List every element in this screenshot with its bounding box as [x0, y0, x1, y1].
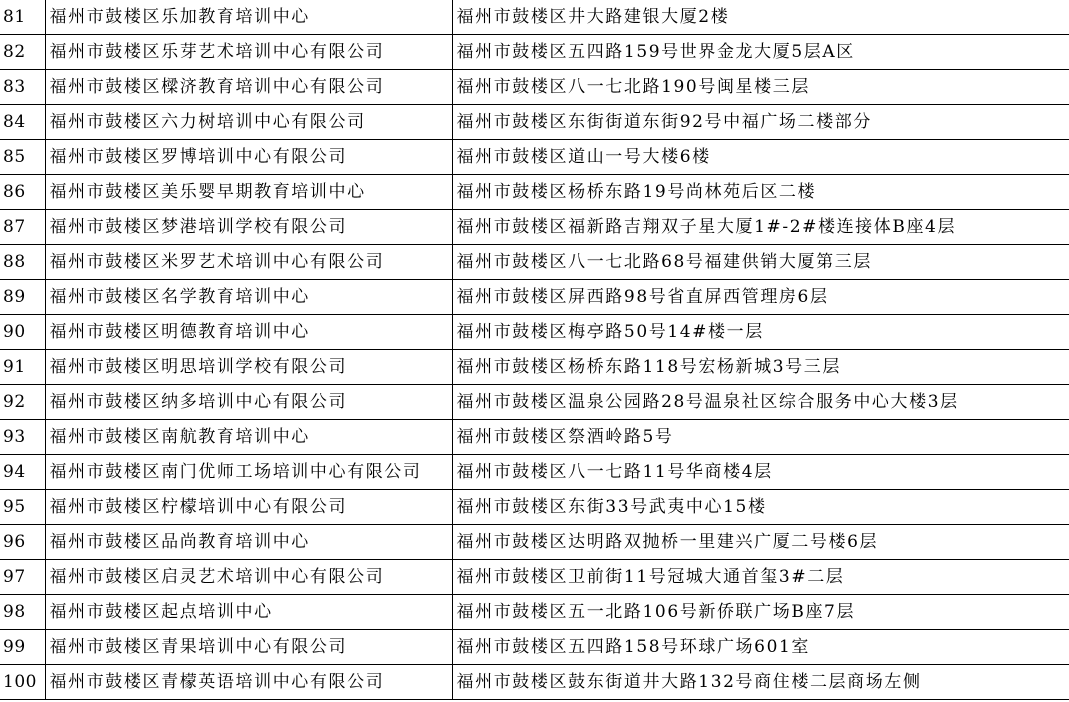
table-row [0, 630, 1069, 665]
table-row [0, 105, 1069, 140]
row-number-cell: 87 [0, 210, 45, 245]
institution-address-cell: 福州市鼓楼区福新路吉翔双子星大厦1#-2#楼连接体B座4层 [452, 210, 1069, 245]
institution-address-cell: 福州市鼓楼区八一七北路68号福建供销大厦第三层 [452, 245, 1069, 280]
table-row [0, 70, 1069, 105]
row-number-cell: 99 [0, 630, 45, 665]
table-row [0, 0, 1069, 35]
institution-address-cell: 福州市鼓楼区八一七路11号华商楼4层 [452, 455, 1069, 490]
row-number-cell: 85 [0, 140, 45, 175]
table-row [0, 350, 1069, 385]
institution-name-cell: 福州市鼓楼区柠檬培训中心有限公司 [45, 490, 452, 525]
institution-address-cell: 福州市鼓楼区祭酒岭路5号 [452, 420, 1069, 455]
table-row [0, 140, 1069, 175]
table-row [0, 420, 1069, 455]
table-row [0, 280, 1069, 315]
row-number-cell: 83 [0, 70, 45, 105]
institution-address-cell: 福州市鼓楼区杨桥东路19号尚林苑后区二楼 [452, 175, 1069, 210]
institution-name-cell: 福州市鼓楼区乐芽艺术培训中心有限公司 [45, 35, 452, 70]
institution-name-cell: 福州市鼓楼区名学教育培训中心 [45, 280, 452, 315]
institution-address-cell: 福州市鼓楼区杨桥东路118号宏杨新城3号三层 [452, 350, 1069, 385]
institution-address-cell: 福州市鼓楼区八一七北路190号闽星楼三层 [452, 70, 1069, 105]
row-number-cell: 90 [0, 315, 45, 350]
institution-address-cell: 福州市鼓楼区鼓东街道井大路132号商住楼二层商场左侧 [452, 665, 1069, 700]
institution-address-cell: 福州市鼓楼区温泉公园路28号温泉社区综合服务中心大楼3层 [452, 385, 1069, 420]
row-number-cell: 89 [0, 280, 45, 315]
institution-name-cell: 福州市鼓楼区纳多培训中心有限公司 [45, 385, 452, 420]
institution-name-cell: 福州市鼓楼区起点培训中心 [45, 595, 452, 630]
institution-address-cell: 福州市鼓楼区梅亭路50号14#楼一层 [452, 315, 1069, 350]
row-number-cell: 96 [0, 525, 45, 560]
institution-address-cell: 福州市鼓楼区道山一号大楼6楼 [452, 140, 1069, 175]
institution-name-cell: 福州市鼓楼区明德教育培训中心 [45, 315, 452, 350]
table-row [0, 210, 1069, 245]
table-row [0, 490, 1069, 525]
table-row [0, 175, 1069, 210]
row-number-cell: 97 [0, 560, 45, 595]
institution-name-cell: 福州市鼓楼区梦港培训学校有限公司 [45, 210, 452, 245]
institution-address-cell: 福州市鼓楼区卫前街11号冠城大通首玺3#二层 [452, 560, 1069, 595]
table-row [0, 665, 1069, 700]
institution-address-cell: 福州市鼓楼区五四路159号世界金龙大厦5层A区 [452, 35, 1069, 70]
table-row [0, 560, 1069, 595]
institution-name-cell: 福州市鼓楼区启灵艺术培训中心有限公司 [45, 560, 452, 595]
institution-address-cell: 福州市鼓楼区屏西路98号省直屏西管理房6层 [452, 280, 1069, 315]
table-row [0, 525, 1069, 560]
row-number-cell: 91 [0, 350, 45, 385]
institution-name-cell: 福州市鼓楼区美乐婴早期教育培训中心 [45, 175, 452, 210]
table-row [0, 385, 1069, 420]
institution-name-cell: 福州市鼓楼区米罗艺术培训中心有限公司 [45, 245, 452, 280]
institution-address-cell: 福州市鼓楼区井大路建银大厦2楼 [452, 0, 1069, 35]
table-row [0, 35, 1069, 70]
institution-name-cell: 福州市鼓楼区南门优师工场培训中心有限公司 [45, 455, 452, 490]
table-row [0, 595, 1069, 630]
institution-address-cell: 福州市鼓楼区达明路双抛桥一里建兴广厦二号楼6层 [452, 525, 1069, 560]
institution-name-cell: 福州市鼓楼区罗博培训中心有限公司 [45, 140, 452, 175]
institution-address-cell: 福州市鼓楼区东街33号武夷中心15楼 [452, 490, 1069, 525]
institution-name-cell: 福州市鼓楼区明思培训学校有限公司 [45, 350, 452, 385]
row-number-cell: 88 [0, 245, 45, 280]
institution-name-cell: 福州市鼓楼区六力树培训中心有限公司 [45, 105, 452, 140]
institution-name-cell: 福州市鼓楼区品尚教育培训中心 [45, 525, 452, 560]
institution-address-cell: 福州市鼓楼区五四路158号环球广场601室 [452, 630, 1069, 665]
row-number-cell: 93 [0, 420, 45, 455]
row-number-cell: 95 [0, 490, 45, 525]
row-number-cell: 98 [0, 595, 45, 630]
table-row [0, 455, 1069, 490]
institution-name-cell: 福州市鼓楼区青果培训中心有限公司 [45, 630, 452, 665]
row-number-cell: 81 [0, 0, 45, 35]
institution-address-cell: 福州市鼓楼区东街街道东街92号中福广场二楼部分 [452, 105, 1069, 140]
row-number-cell: 82 [0, 35, 45, 70]
institution-name-cell: 福州市鼓楼区青檬英语培训中心有限公司 [45, 665, 452, 700]
row-number-cell: 100 [0, 665, 45, 700]
row-number-cell: 94 [0, 455, 45, 490]
row-number-cell: 84 [0, 105, 45, 140]
table-row [0, 245, 1069, 280]
institution-name-cell: 福州市鼓楼区南航教育培训中心 [45, 420, 452, 455]
row-number-cell: 92 [0, 385, 45, 420]
row-number-cell: 86 [0, 175, 45, 210]
table-row [0, 315, 1069, 350]
institution-name-cell: 福州市鼓楼区乐加教育培训中心 [45, 0, 452, 35]
institution-name-cell: 福州市鼓楼区樑济教育培训中心有限公司 [45, 70, 452, 105]
institution-address-cell: 福州市鼓楼区五一北路106号新侨联广场B座7层 [452, 595, 1069, 630]
